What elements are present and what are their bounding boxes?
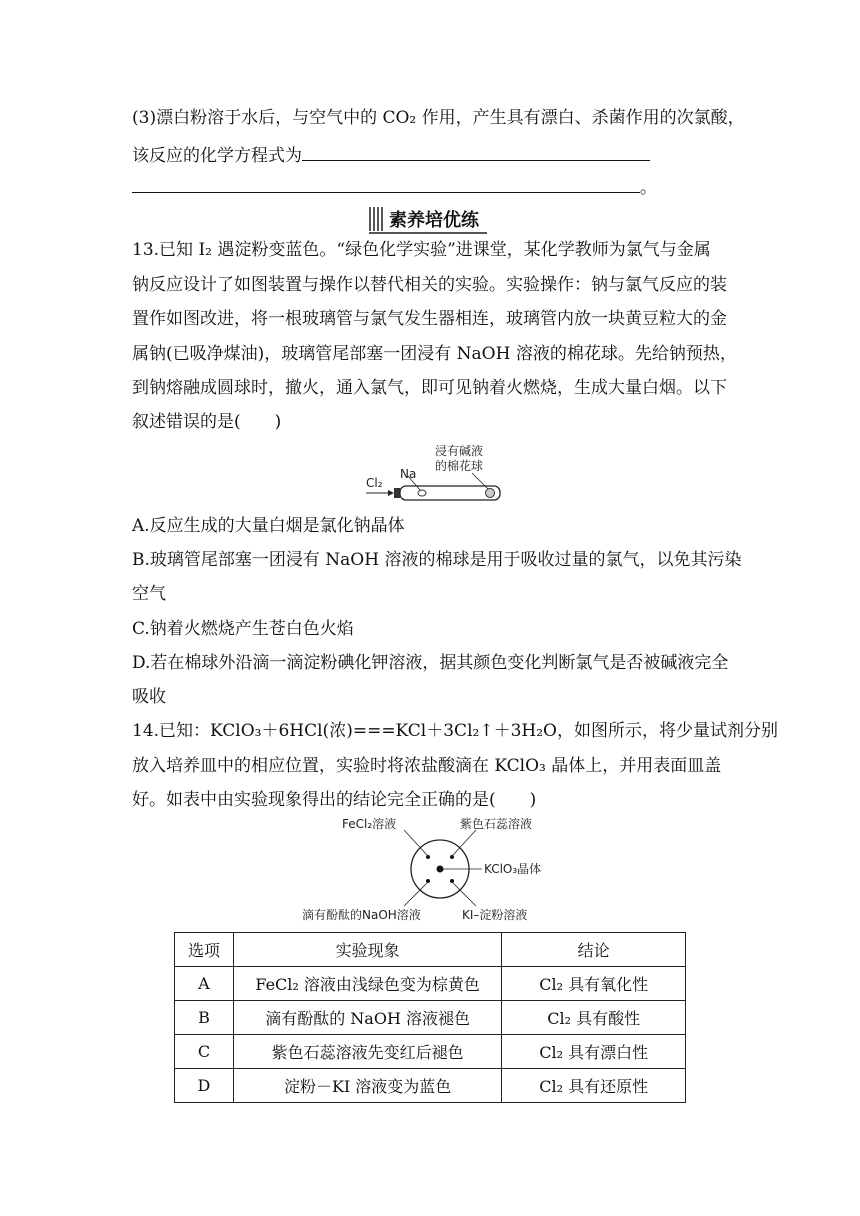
cotton-ball [486, 489, 495, 498]
naoh-pointer [404, 883, 427, 906]
option-d: D.若在棉球外沿滴一滴淀粉碘化钾溶液，据其颜色变化判断氯气是否被碱液完全 [132, 653, 729, 673]
q12-part3-line1: (3)漂白粉溶于水后，与空气中的 CO₂ 作用，产生具有漂白、杀菌作用的次氯酸， [132, 108, 745, 128]
row-option: C [175, 1035, 234, 1069]
row-option: A [175, 967, 234, 1001]
row-conclusion: Cl₂ 具有氧化性 [502, 967, 686, 1001]
table-row [175, 1069, 686, 1103]
row-conclusion: Cl₂ 具有还原性 [502, 1069, 686, 1103]
fecl2-pointer [404, 830, 427, 855]
option-d-cont: 吸收 [132, 687, 166, 707]
sodium-label: Na [400, 467, 417, 481]
answer-blank [132, 176, 640, 193]
q12-part3-line2 [132, 144, 650, 166]
naoh-spot [426, 879, 430, 883]
litmus-pointer [453, 830, 476, 855]
header-phenomenon: 实验现象 [233, 933, 501, 967]
cotton-label-2: 的棉花球 [435, 459, 484, 473]
option-b: B.玻璃管尾部塞一团浸有 NaOH 溶液的棉球是用于吸收过量的氯气，以免其污染 [132, 550, 742, 570]
petri-dish-figure [300, 812, 560, 924]
section-bars-icon [369, 207, 383, 231]
header-option: 选项 [175, 933, 234, 967]
kclo3-spot [437, 866, 444, 873]
litmus-spot [450, 855, 454, 859]
q13-line: 属钠(已吸净煤油)，玻璃管尾部塞一团浸有 NaOH 溶液的棉花球。先给钠预热， [132, 344, 737, 364]
q13-line: 到钠熔融成圆球时，撤火，通入氯气，即可见钠着火燃烧，生成大量白烟。以下 [132, 378, 727, 398]
q12-part3-prefix: 该反应的化学方程式为 [132, 146, 302, 166]
table-header-row [175, 933, 686, 967]
row-option: D [175, 1069, 234, 1103]
q14-line: 好。如表中由实验现象得出的结论完全正确的是( ) [132, 790, 537, 810]
row-option: B [175, 1001, 234, 1035]
row-phenomenon: 滴有酚酞的 NaOH 溶液褪色 [233, 1001, 501, 1035]
q13-line: 钠反应设计了如图装置与操作以替代相关的实验。实验操作：钠与氯气反应的装 [132, 275, 727, 295]
fecl2-spot [426, 855, 430, 859]
answer-blank [302, 144, 650, 161]
option-b-cont: 空气 [132, 584, 166, 604]
ki-pointer [453, 883, 476, 906]
gas-arrowhead [388, 490, 394, 496]
table-row [175, 1035, 686, 1069]
q13-line: 13.已知 I₂ 遇淀粉变蓝色。“绿色化学实验”进课堂，某化学教师为氯气与金属 [132, 240, 711, 260]
stopper [394, 488, 400, 498]
q12-part3-line3 [132, 176, 657, 198]
section-header [369, 205, 487, 233]
row-conclusion: Cl₂ 具有酸性 [502, 1001, 686, 1035]
row-conclusion: Cl₂ 具有漂白性 [502, 1035, 686, 1069]
table-row [175, 1001, 686, 1035]
sodium-chlorine-tube-figure [360, 440, 510, 508]
kclo3-label: KClO₃晶体 [484, 862, 542, 876]
q12-part3-suffix: 。 [640, 178, 657, 198]
q13-line: 置作如图改进，将一根玻璃管与氯气发生器相连，玻璃管内放一块黄豆粒大的金 [132, 309, 727, 329]
naoh-label: 滴有酚酞的NaOH溶液 [302, 908, 421, 922]
row-phenomenon: 淀粉－KI 溶液变为蓝色 [233, 1069, 501, 1103]
litmus-label: 紫色石蕊溶液 [460, 817, 533, 831]
section-title: 素养培优练 [389, 210, 479, 231]
fecl2-label: FeCl₂溶液 [342, 817, 397, 831]
option-c: C.钠着火燃烧产生苍白色火焰 [132, 619, 354, 639]
q14-line: 14.已知：KClO₃＋6HCl(浓)===KCl＋3Cl₂↑＋3H₂O，如图所示，将少量试剂分别 [132, 721, 778, 741]
option-a: A.反应生成的大量白烟是氯化钠晶体 [132, 516, 405, 536]
cotton-label-1: 浸有碱液 [435, 444, 484, 458]
section-underline [369, 232, 487, 234]
q14-line: 放入培养皿中的相应位置，实验时将浓盐酸滴在 KClO₃ 晶体上，并用表面皿盖 [132, 756, 722, 776]
row-phenomenon: FeCl₂ 溶液由浅绿色变为棕黄色 [233, 967, 501, 1001]
chlorine-label: Cl₂ [366, 476, 383, 490]
ki-label: KI–淀粉溶液 [462, 908, 528, 922]
table-row [175, 967, 686, 1001]
results-table [174, 932, 686, 1103]
header-conclusion: 结论 [502, 933, 686, 967]
q13-line: 叙述错误的是( ) [132, 412, 282, 432]
sodium-piece [418, 490, 426, 496]
ki-spot [450, 879, 454, 883]
row-phenomenon: 紫色石蕊溶液先变红后褪色 [233, 1035, 501, 1069]
